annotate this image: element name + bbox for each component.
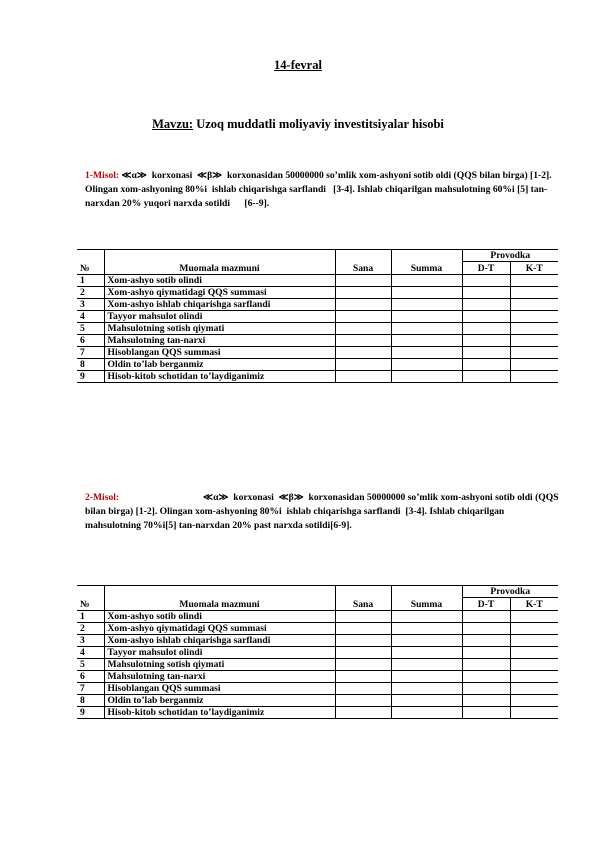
row-debit-cell[interactable] [462,695,510,707]
row-content: Xom-ashyo sotib olindi [104,275,335,287]
row-sum-cell[interactable] [391,287,462,299]
row-debit-cell[interactable] [462,323,510,335]
row-number: 3 [77,635,104,647]
table-row [77,335,558,347]
row-number: 4 [77,647,104,659]
row-number: 3 [77,299,104,311]
row-debit-cell[interactable] [462,359,510,371]
table-row [77,647,558,659]
row-number: 2 [77,287,104,299]
row-debit-cell[interactable] [462,347,510,359]
table-1-body [77,275,558,383]
table-row [77,323,558,335]
row-debit-cell[interactable] [462,683,510,695]
header-debit: D-T [462,598,510,611]
row-credit-cell[interactable] [510,647,558,659]
row-credit-cell[interactable] [510,635,558,647]
row-sum-cell[interactable] [391,311,462,323]
row-content: Oldin to’lab berganmiz [104,695,335,707]
row-sum-cell[interactable] [391,695,462,707]
row-date-cell[interactable] [335,647,391,659]
header-credit: K-T [510,262,558,275]
row-date-cell[interactable] [335,707,391,719]
row-date-cell[interactable] [335,359,391,371]
row-debit-cell[interactable] [462,275,510,287]
row-number: 5 [77,659,104,671]
row-credit-cell[interactable] [510,359,558,371]
row-number: 9 [77,371,104,383]
row-date-cell[interactable] [335,371,391,383]
row-content: Xom-ashyo ishlab chiqarishga sarflandi [104,635,335,647]
row-credit-cell[interactable] [510,683,558,695]
row-number: 7 [77,683,104,695]
row-number: 4 [77,311,104,323]
row-date-cell[interactable] [335,683,391,695]
problem-1-label: 1-Misol: [85,170,120,181]
table-row [77,311,558,323]
row-sum-cell[interactable] [391,347,462,359]
operations-table-1 [77,249,558,383]
row-sum-cell[interactable] [391,335,462,347]
topic-heading [0,117,596,132]
row-sum-cell[interactable] [391,359,462,371]
table-row [77,623,558,635]
row-number: 2 [77,623,104,635]
row-credit-cell[interactable] [510,671,558,683]
row-content: Tayyor mahsulot olindi [104,311,335,323]
row-content: Xom-ashyo ishlab chiqarishga sarflandi [104,299,335,311]
row-number: 9 [77,707,104,719]
problem-2-label: 2-Misol: [85,492,120,503]
row-content: Mahsulotning sotish qiymati [104,323,335,335]
problem-2-text: ≪α≫ korxonasi ≪β≫ korxonasidan 50000000 so’mlik xom-ashyoni sotib oldi (QQS bilan birga) [1-2]. Olingan xom-ashyoning 80%i ishlab chiqarishga sarflandi [3-4]. Ishlab chiqarilgan mahsulotning 70%i[5] tan-narxdan 20% past narxda sotildi[6-9]. [85,492,561,531]
row-sum-cell[interactable] [391,671,462,683]
header-content: Muomala mazmuni [104,262,335,275]
row-content: Hisob-kitob schotidan to’laydiganimiz [104,707,335,719]
row-number: 1 [77,275,104,287]
row-content: Mahsulotning tan-narxi [104,671,335,683]
row-credit-cell[interactable] [510,611,558,623]
row-date-cell[interactable] [335,635,391,647]
operations-table-2 [77,585,558,719]
row-date-cell[interactable] [335,335,391,347]
problem-2 [85,491,561,533]
row-sum-cell[interactable] [391,647,462,659]
problem-1 [85,169,561,211]
row-sum-cell[interactable] [391,659,462,671]
row-credit-cell[interactable] [510,695,558,707]
table-2-body [77,611,558,719]
row-content: Xom-ashyo qiymatidagi QQS summasi [104,623,335,635]
topic-text: Uzoq muddatli moliyaviy investitsiyalar hisobi [193,117,444,131]
row-sum-cell[interactable] [391,275,462,287]
row-credit-cell[interactable] [510,371,558,383]
row-credit-cell[interactable] [510,275,558,287]
row-debit-cell[interactable] [462,311,510,323]
row-content: Mahsulotning tan-narxi [104,335,335,347]
row-number: 1 [77,611,104,623]
row-date-cell[interactable] [335,311,391,323]
row-date-cell[interactable] [335,323,391,335]
row-date-cell[interactable] [335,623,391,635]
row-debit-cell[interactable] [462,287,510,299]
header-credit: K-T [510,598,558,611]
row-number: 5 [77,323,104,335]
table-row [77,287,558,299]
row-credit-cell[interactable] [510,707,558,719]
row-debit-cell[interactable] [462,611,510,623]
row-date-cell[interactable] [335,671,391,683]
table-row [77,347,558,359]
table-row [77,635,558,647]
row-sum-cell[interactable] [391,635,462,647]
header-posting: Provodka [462,586,558,598]
table-row [77,275,558,287]
row-content: Hisoblangan QQS summasi [104,683,335,695]
row-credit-cell[interactable] [510,347,558,359]
row-credit-cell[interactable] [510,323,558,335]
row-debit-cell[interactable] [462,659,510,671]
table-row [77,299,558,311]
row-credit-cell[interactable] [510,287,558,299]
table-row [77,695,558,707]
row-content: Hisob-kitob schotidan to’laydiganimiz [104,371,335,383]
row-sum-cell[interactable] [391,371,462,383]
header-number: № [77,262,104,275]
row-date-cell[interactable] [335,659,391,671]
header-date: Sana [335,262,391,275]
row-date-cell[interactable] [335,347,391,359]
row-content: Xom-ashyo sotib olindi [104,611,335,623]
row-content: Oldin to’lab berganmiz [104,359,335,371]
header-content: Muomala mazmuni [104,598,335,611]
row-date-cell[interactable] [335,611,391,623]
row-credit-cell[interactable] [510,335,558,347]
row-content: Mahsulotning sotish qiymati [104,659,335,671]
row-number: 6 [77,335,104,347]
row-credit-cell[interactable] [510,311,558,323]
table-row [77,683,558,695]
header-debit: D-T [462,262,510,275]
table-row [77,659,558,671]
row-debit-cell[interactable] [462,707,510,719]
row-content: Tayyor mahsulot olindi [104,647,335,659]
row-date-cell[interactable] [335,299,391,311]
row-debit-cell[interactable] [462,623,510,635]
row-date-cell[interactable] [335,275,391,287]
table-row [77,611,558,623]
table-row [77,371,558,383]
table-row [77,359,558,371]
row-sum-cell[interactable] [391,299,462,311]
header-posting: Provodka [462,250,558,262]
row-debit-cell[interactable] [462,647,510,659]
row-credit-cell[interactable] [510,659,558,671]
row-content: Hisoblangan QQS summasi [104,347,335,359]
row-credit-cell[interactable] [510,623,558,635]
row-sum-cell[interactable] [391,623,462,635]
row-sum-cell[interactable] [391,683,462,695]
row-date-cell[interactable] [335,287,391,299]
header-sum: Summa [391,598,462,611]
row-content: Xom-ashyo qiymatidagi QQS summasi [104,287,335,299]
table-row [77,707,558,719]
header-number: № [77,598,104,611]
table-row [77,671,558,683]
row-sum-cell[interactable] [391,323,462,335]
row-number: 6 [77,671,104,683]
row-debit-cell[interactable] [462,635,510,647]
row-debit-cell[interactable] [462,299,510,311]
topic-label: Mavzu: [152,117,194,131]
header-sum: Summa [391,262,462,275]
row-credit-cell[interactable] [510,299,558,311]
row-number: 8 [77,359,104,371]
row-sum-cell[interactable] [391,707,462,719]
problem-1-text: ≪α≫ korxonasi ≪β≫ korxonasidan 50000000 so’mlik xom-ashyoni sotib oldi (QQS bilan birga) [1-2]. Olingan xom-ashyoning 80%i ishlab chiqarishga sarflandi [3-4]. Ishlab chiqarilgan mahsulotning 60%i [5] tan-narxdan 20% yuqori narxda sotildi [6--9]. [85,170,555,209]
row-debit-cell[interactable] [462,371,510,383]
page-date: 14-fevral [274,58,322,72]
row-number: 7 [77,347,104,359]
row-debit-cell[interactable] [462,335,510,347]
row-number: 8 [77,695,104,707]
row-sum-cell[interactable] [391,611,462,623]
row-date-cell[interactable] [335,695,391,707]
header-date: Sana [335,598,391,611]
row-debit-cell[interactable] [462,671,510,683]
